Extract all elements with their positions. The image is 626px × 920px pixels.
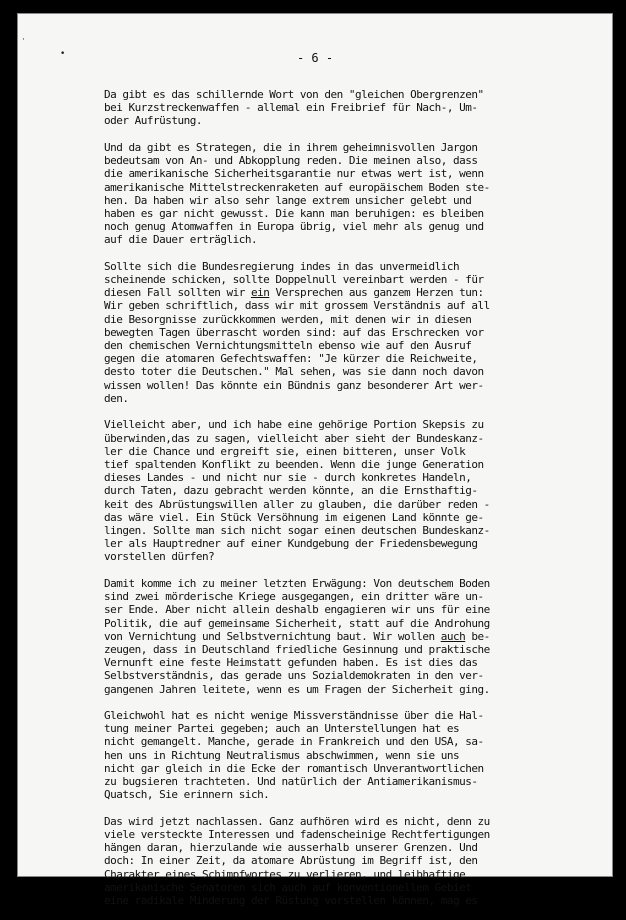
- paragraph-7: Das wird jetzt nachlassen. Ganz aufhören wird es nicht, denn zu viele versteckte Interessen und fadenscheinige Rechtfertigungen hängen daran, hierzulande wie ausserhalb unserer Grenzen. Und doch: In einer Zeit, da atomare Abrüstung im Begriff ist, den Charakter eines Schimpfwortes zu verlieren, und leibhaftige amerikanische Senatoren sich auch auf konventionellem Gebiet eine radikale Minderung der Rüstung vorstellen können, mag es: [104, 814, 490, 907]
- paragraph-2: Und da gibt es Strategen, die in ihrem geheimnisvollen Jargon bedeutsam von An- und Abkopplung reden. Die meinen also, dass die amerikanische Sicherheitsgarantie nur etwas wert ist, wenn amerikanische Mittelstreckenraketen auf europäischem Boden ste- hen. Da haben wir also sehr lange extrem unsicher gelebt und haben es gar nicht gewusst. Die kann man beruhigen: es bleiben noch genug Atomwaffen in Europa übrig, viel mehr als genug und auf die Dauer erträglich.: [104, 140, 490, 247]
- paragraph-6: Gleichwohl hat es nicht wenige Missverständnisse über die Hal- tung meiner Partei gegeben; auch an Unterstellungen hat es nicht gemangelt. Manche, gerade in Frankreich und den USA, sa- hen uns in Richtung Neutralismus abschwimmen, wenn sie uns nicht gar gleich in die Ecke der romantisch Unverantwortlichen zu bugsieren trachteten. Und natürlich der Antiamerikanismus- Quatsch, Sie erinnern sich.: [104, 709, 484, 802]
- margin-speck: ·: [22, 35, 25, 45]
- line-with-underline: diesen Fall sollten wir ein Versprechen aus ganzem Herzen tun:: [104, 286, 484, 300]
- underlined-word: auch: [440, 629, 466, 643]
- paragraph-5: Damit komme ich zu meiner letzten Erwägung: Von deutschem Boden sind zwei mörderische Kriege ausgegangen, ein dritter wäre un- ser Ende. Aber nicht allein deshalb engagieren wir uns für eine Politik, die auf gemeinsame Sicherheit, statt auf die Androhung von Vernichtung und Selbstvernichtung baut. Wir wollen auch be- zeugen, dass in Deutschland friedliche Gesinnung und praktische Vernunft eine feste Heimstatt gefunden haben. Es ist dies das Selbstverständnis, das gerade uns Sozialdemokraten in den ver- gangenen Jahren leitete, wenn es um Fragen der Sicherheit ging.: [104, 577, 584, 696]
- line-with-underline: von Vernichtung und Selbstvernichtung baut. Wir wollen auch be-: [104, 629, 490, 643]
- paragraph-1: Da gibt es das schillernde Wort von den "gleichen Obergrenzen" bei Kurzstreckenwaffen - allemal ein Freibrief für Nach-, Um- oder Aufrüstung.: [104, 88, 484, 128]
- paragraph-4: Vielleicht aber, und ich habe eine gehörige Portion Skepsis zu überwinden,das zu sagen, vielleicht aber sieht der Bundeskanz- ler die Chance und ergreift sie, einen bitteren, unser Volk tief spaltenden Konflikt zu beenden. Wenn die junge Generation dieses Landes - und nicht nur sie - durch konkretes Handeln, durch Taten, dazu gebracht werden könnte, an die Ernsthaftig- keit des Abrüstungswillen aller zu glauben, die darüber reden - das wäre viel. Ein Stück Versöhnung im eigenen Land könnte ge- lingen. Sollte man sich nicht sogar einen deutschen Bundeskanz- ler als Hauptredner auf einer Kundgebung der Friedensbewegung vorstellen dürfen?: [104, 418, 490, 564]
- page-number: - 6 -: [296, 51, 334, 65]
- body-text: [104, 88, 584, 920]
- margin-speck: •: [60, 49, 66, 59]
- document-page: [17, 13, 613, 907]
- underlined-word: ein: [250, 286, 270, 300]
- paragraph-3: Sollte sich die Bundesregierung indes in das unvermeidlich scheinende schicken, sollte Doppelnull vereinbart werden - für diesen Fall sollten wir ein Versprechen aus ganzem Herzen tun: Wir geben schriftlich, dass wir mit grossem Verständnis auf all die Besorgnisse zurückkommen werden, mit denen wir in diesen bewegten Tagen überrascht worden sind: auf das Erschrecken vor den chemischen Vernichtungsmitteln ebenso wie auf den Ausruf gegen die atomaren Gefechtswaffen: "Je kürzer die Reichweite, desto toter die Deutschen." Mal sehen, was sie dann noch davon wissen wollen! Das könnte ein Bündnis ganz besonderer Art wer- den.: [104, 260, 584, 405]
